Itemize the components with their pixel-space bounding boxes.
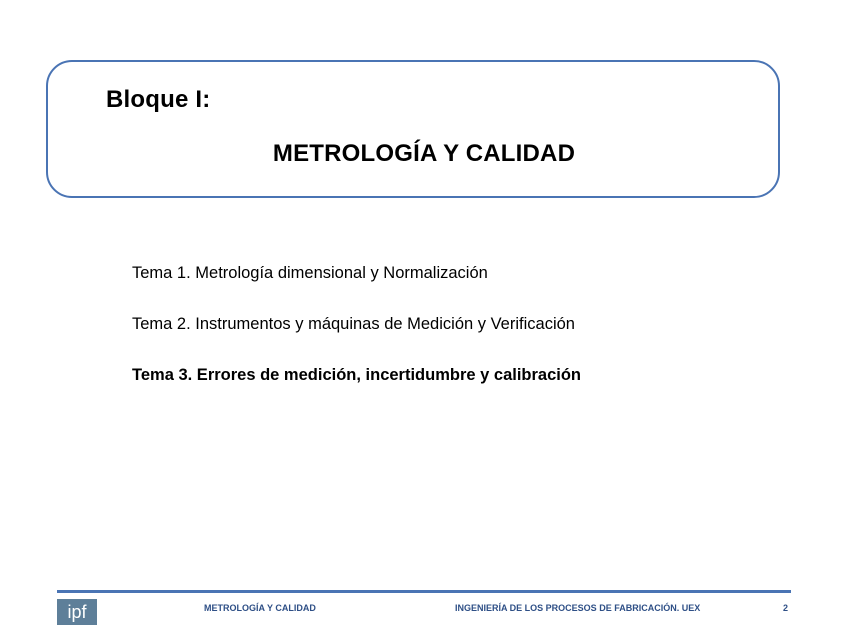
footer-divider: [57, 590, 791, 593]
topic-item-3: Tema 3. Errores de medición, incertidumbre y calibración: [132, 366, 582, 384]
title-box: [46, 60, 780, 198]
topic-list: [132, 264, 581, 417]
footer-subject: INGENIERÍA DE LOS PROCESOS DE FABRICACIÓN. UEX: [455, 603, 701, 613]
topic-item-2: Tema 2. Instrumentos y máquinas de Medición y Verificación: [132, 315, 575, 333]
page-number: 2: [783, 603, 789, 613]
footer-course-title: METROLOGÍA Y CALIDAD: [204, 603, 316, 613]
block-title: METROLOGÍA Y CALIDAD: [272, 140, 576, 167]
block-label: Bloque I:: [106, 86, 211, 113]
ipf-logo: ipf: [57, 599, 97, 625]
topic-item-1: Tema 1. Metrología dimensional y Normalización: [132, 264, 488, 282]
